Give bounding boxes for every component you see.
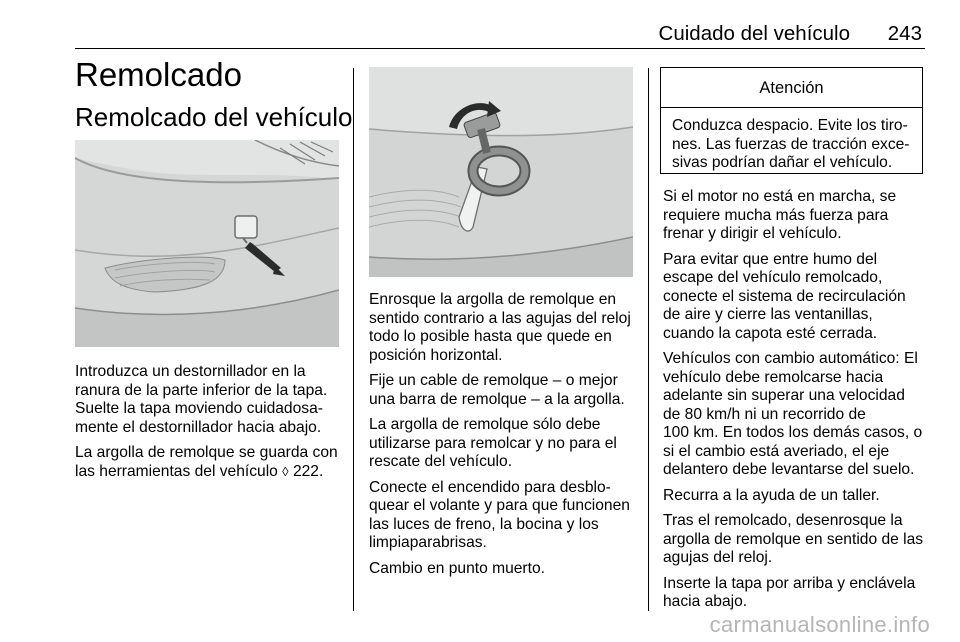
text-line: delantero debe levantarse del suelo. xyxy=(663,461,915,478)
text-line: Cambio en punto muerto. xyxy=(369,559,545,577)
text-line: quear el volante y para que funcionen xyxy=(369,497,630,514)
paragraph xyxy=(663,512,923,568)
header-rule xyxy=(75,48,925,49)
page-header-title: Cuidado del vehículo xyxy=(658,22,850,45)
text-line: Recurra a la ayuda de un taller. xyxy=(663,486,880,504)
bumper-cover-illustration xyxy=(75,140,339,347)
text-line: rescate del vehículo. xyxy=(369,453,513,470)
attention-title: Atención xyxy=(661,68,922,108)
text-line: agujas del reloj. xyxy=(663,549,773,566)
column-2-text xyxy=(369,291,631,585)
paragraph xyxy=(663,188,923,244)
text-line: las herramientas del vehículo xyxy=(75,462,278,480)
text-line: Tras el remolcado, desenrosque la xyxy=(663,512,903,529)
text-line: adelante sin superar una velocidad xyxy=(663,387,905,404)
text-line: conecte el sistema de recirculación xyxy=(663,287,906,305)
page-number: 243 xyxy=(887,22,922,45)
paragraph xyxy=(369,372,631,409)
paragraph xyxy=(663,251,923,344)
text-line: Vehículos con cambio automático: El xyxy=(663,350,918,367)
text-line: sentido contrario a las agujas del reloj xyxy=(369,309,631,327)
text-line: sivas podrían dañar el vehículo. xyxy=(672,154,893,171)
paragraph xyxy=(369,560,631,579)
text-line: Si el motor no está en marcha, se xyxy=(663,188,897,205)
text-line: La argolla de remolque se guarda con xyxy=(75,444,338,461)
paragraph xyxy=(75,363,338,437)
text-line: una barra de remolque – a la argolla. xyxy=(369,390,625,408)
text-line: argolla de remolque en sentido de las xyxy=(663,530,924,548)
text-line: hacia abajo. xyxy=(663,593,748,610)
paragraph xyxy=(663,575,923,612)
section-subtitle: Remolcado del vehículo xyxy=(75,102,353,132)
text-line: Fije un cable de remolque – o mejor xyxy=(369,372,618,389)
paragraph xyxy=(663,350,923,480)
text-line: todo lo posible hasta que quede en xyxy=(369,328,612,345)
text-line: Conecte el encendido para desblo- xyxy=(369,478,611,496)
tow-eye-illustration xyxy=(369,67,633,277)
column-divider-left xyxy=(353,68,354,611)
text-line: Para evitar que entre humo del xyxy=(663,250,878,268)
section-title: Remolcado xyxy=(75,56,242,93)
text-line: Introduzca un destornillador en la xyxy=(75,363,306,380)
attention-box xyxy=(660,67,923,174)
watermark: carmanualsonline.info xyxy=(709,612,930,637)
text-line: mente el destornillador hacia abajo. xyxy=(75,418,322,436)
text-line: utilizarse para remolcar y no para el xyxy=(369,434,617,452)
column-3-text xyxy=(663,188,923,619)
text-line: frenar y dirigir el vehículo. xyxy=(663,225,842,242)
text-line: nes. Las fuerzas de tracción exce- xyxy=(672,135,910,153)
text-line: las luces de freno, la bocina y los xyxy=(369,515,599,533)
text-line: Inserte la tapa por arriba y enclávela xyxy=(663,574,916,592)
text-line: de aire y cierre las ventanillas, xyxy=(663,306,873,323)
text-line: Suelte la tapa moviendo cuidadosa- xyxy=(75,400,323,417)
column-divider-right xyxy=(648,68,649,611)
page-reference-link[interactable]: 222. xyxy=(292,462,324,480)
paragraph xyxy=(369,416,631,472)
paragraph xyxy=(75,444,338,481)
text-line: escape del vehículo remolcado, xyxy=(663,269,883,286)
text-line: si el cambio está averiado, el eje xyxy=(663,442,890,460)
text-line: Conduzca despacio. Evite los tiro- xyxy=(672,117,908,134)
text-line: posición horizontal. xyxy=(369,346,503,364)
text-line: La argolla de remolque sólo debe xyxy=(369,416,601,433)
text-line: limpiaparabrisas. xyxy=(369,534,487,551)
text-line: Enrosque la argolla de remolque en xyxy=(369,291,617,308)
paragraph xyxy=(369,479,631,553)
text-line: ranura de la parte inferior de la tapa. xyxy=(75,381,328,399)
text-line: cuando la capota esté cerrada. xyxy=(663,324,878,342)
column-1-text xyxy=(75,363,338,488)
paragraph xyxy=(369,291,631,365)
triangle-ref-icon: ◊ xyxy=(282,463,289,479)
paragraph xyxy=(663,487,923,506)
text-line: de 80 km/h ni un recorrido de xyxy=(663,405,866,423)
text-line: requiere mucha más fuerza para xyxy=(663,206,889,224)
attention-body xyxy=(661,108,922,173)
text-line: vehículo debe remolcarse hacia xyxy=(663,368,884,386)
text-line: 100 km. En todos los demás casos, o xyxy=(663,424,923,441)
